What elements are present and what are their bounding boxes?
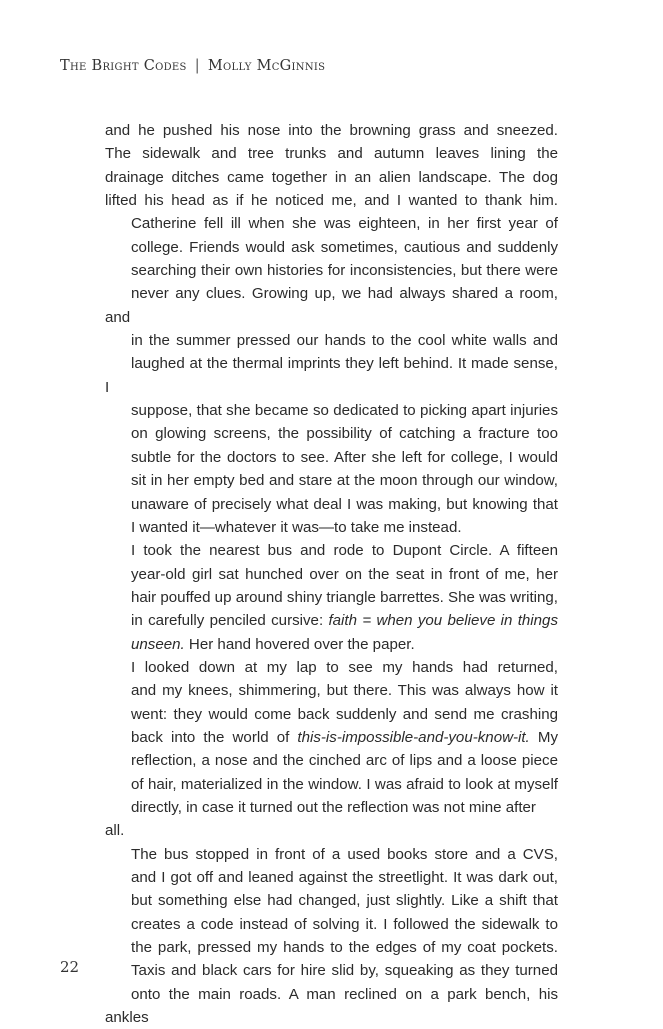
paragraph-4 — [105, 656, 558, 843]
text-run: My — [529, 728, 558, 746]
text-line: hair pouffed up around shiny triangle barrettes. She was writing, — [131, 588, 558, 606]
text-line: I took the nearest bus and rode to Dupont Circle. A fifteen — [131, 542, 558, 560]
paragraph-1 — [105, 119, 558, 212]
book-title: The Bright Codes — [60, 58, 187, 74]
running-head — [60, 58, 325, 74]
paragraph-5 — [105, 843, 558, 1029]
text-run: in carefully penciled cursive: — [131, 612, 329, 630]
text-line: in the summer pressed our hands to the cool white walls and — [131, 332, 558, 350]
text-line — [105, 726, 558, 749]
text-line: unaware of precisely what deal I was making, but knowing that — [131, 495, 558, 513]
text-line — [105, 609, 558, 632]
text-line: subtle for the doctors to see. After she left for college, I would — [131, 448, 558, 466]
paragraph-3 — [105, 539, 558, 656]
text-line: laughed at the thermal imprints they left behind. It made sense, I — [105, 355, 558, 396]
text-line: directly, in case it turned out the reflection was not mine after all. — [105, 798, 536, 840]
text-line: never any clues. Growing up, we had always shared a room, and — [105, 285, 558, 326]
text-line — [105, 633, 558, 656]
page-number: 22 — [60, 958, 80, 976]
text-line: and my knees, shimmering, but there. This was always how it — [131, 682, 558, 700]
italic-text: faith = when you believe in things — [328, 612, 558, 630]
text-line: searching their own histories for inconsistencies, but there were — [131, 262, 558, 280]
text-line: went: they would come back suddenly and send me crashing — [131, 705, 558, 723]
text-run: back into the world of — [131, 728, 298, 746]
body-text — [105, 119, 558, 1029]
text-line: onto the main roads. A man reclined on a park bench, his ankles — [105, 985, 558, 1027]
text-line: college. Friends would ask sometimes, cautious and suddenly — [131, 238, 558, 256]
text-line: and I got off and leaned against the streetlight. It was dark out, — [131, 869, 558, 886]
text-line: sit in her empty bed and stare at the moon through our window, — [131, 472, 558, 490]
text-line: Catherine fell ill when she was eighteen, in her first year of — [131, 215, 558, 233]
text-line: creates a code instead of solving it. I followed the sidewalk to — [131, 915, 558, 933]
header-separator: | — [194, 58, 200, 74]
text-line: The bus stopped in front of a used books store and a CVS, — [131, 845, 558, 863]
text-line: of hair, materialized in the window. I was afraid to look at myself — [131, 775, 558, 793]
text-line: year-old girl sat hunched over on the seat in front of me, her — [131, 565, 558, 583]
text-line: The sidewalk and tree trunks and autumn leaves lining the — [105, 145, 558, 163]
text-line: the park, pressed my hands to the edges of my coat pockets. — [131, 939, 558, 957]
text-line: but something else had changed, just slightly. Like a shift that — [131, 892, 558, 910]
text-line: Taxis and black cars for hire slid by, squeaking as they turned — [131, 962, 558, 980]
paragraph-2 — [105, 212, 558, 539]
text-line: on glowing screens, the possibility of catching a fracture too — [131, 425, 558, 443]
italic-text: this-is-impossible-and-you-know-it. — [297, 728, 530, 746]
text-line: suppose, that she became so dedicated to picking apart injuries — [131, 402, 558, 420]
text-line: lifted his head as if he noticed me, and I wanted to thank him. — [105, 192, 558, 210]
text-run: Her hand hovered over the paper. — [184, 635, 415, 653]
italic-text: unseen. — [131, 635, 185, 653]
text-line: reflection, a nose and the cinched arc of lips and a loose piece — [131, 752, 558, 770]
text-line: drainage ditches came together in an alien landscape. The dog — [105, 168, 558, 186]
author-name: Molly McGinnis — [207, 58, 326, 74]
text-line: I wanted it—whatever it was—to take me instead. — [131, 518, 462, 536]
text-line: and he pushed his nose into the browning grass and sneezed. — [105, 122, 558, 139]
text-line: I looked down at my lap to see my hands had returned, — [131, 658, 558, 676]
